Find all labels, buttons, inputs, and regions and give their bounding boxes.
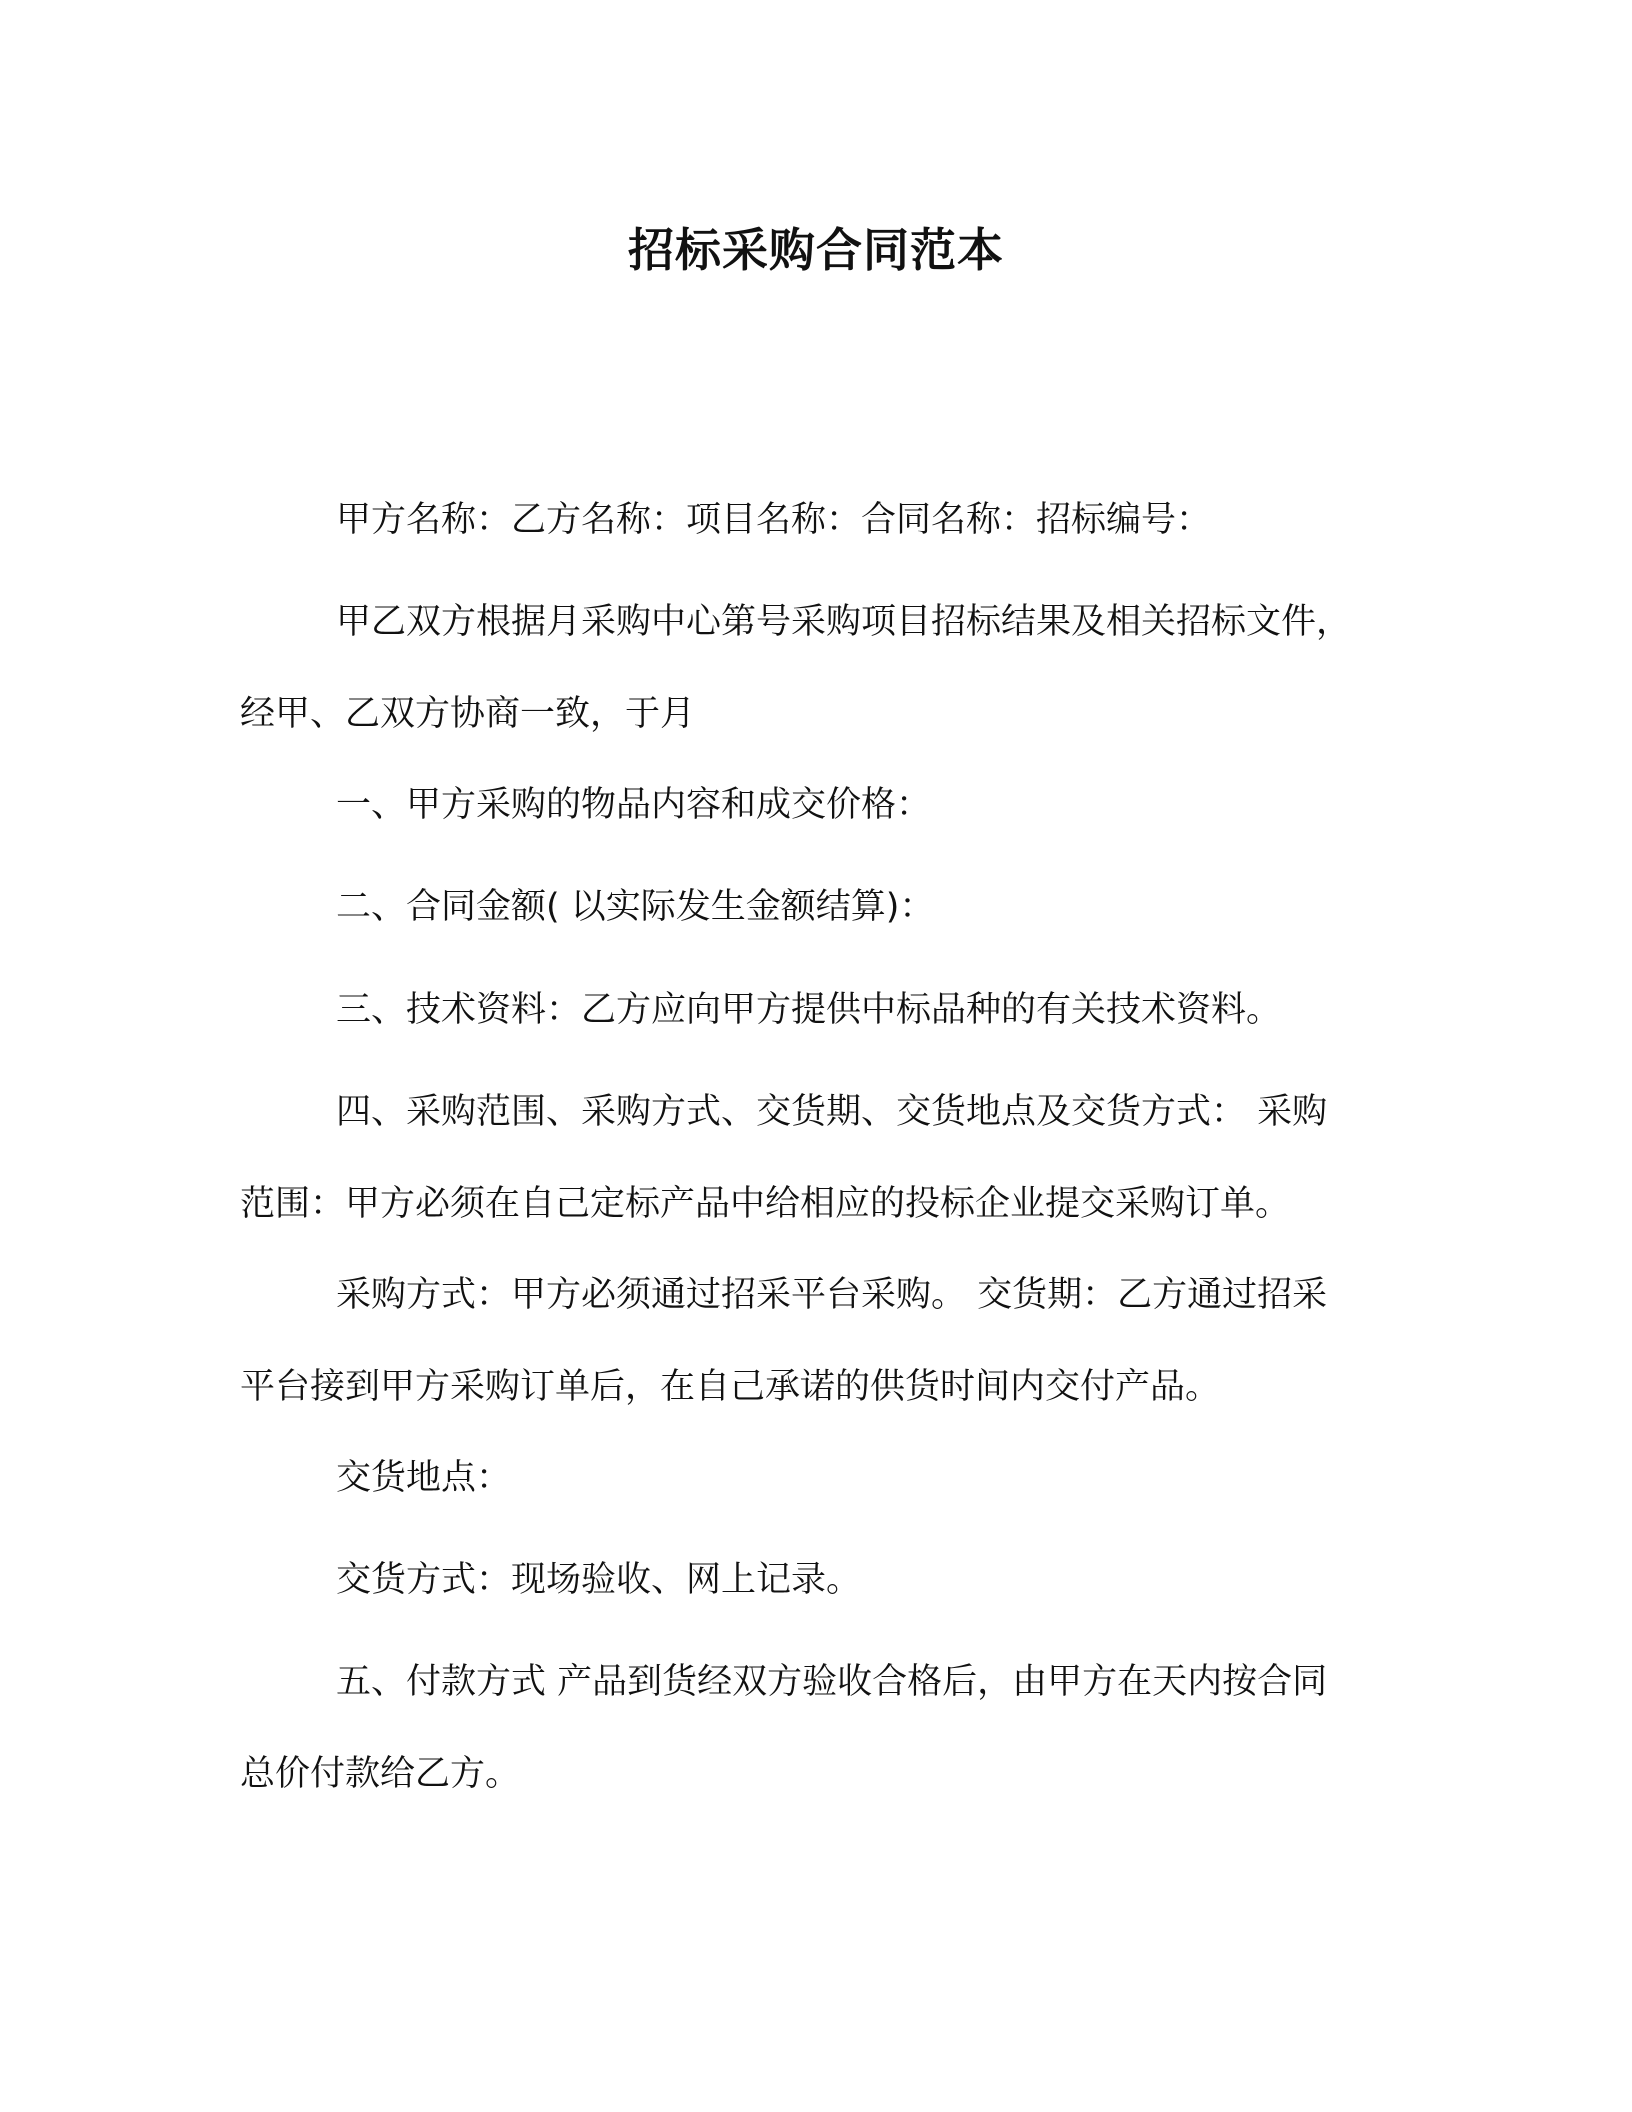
purchase-method-line-1: 采购方式：甲方必须通过招采平台采购。 交货期：乙方通过招采 [336, 1275, 1328, 1315]
delivery-place-text: 交货地点： [336, 1458, 512, 1498]
parties-paragraph [240, 500, 1390, 540]
document-title: 招标采购合同范本 [628, 223, 1004, 277]
section-3-paragraph [240, 990, 1390, 1030]
section-1-heading: 一、甲方采购的物品内容和成交价格： [336, 785, 932, 825]
section-5-line-2: 总价付款给乙方。 [240, 1754, 521, 1794]
section-5-paragraph [240, 1662, 1390, 1794]
section-3-text: 三、技术资料：乙方应向甲方提供中标品种的有关技术资料。 [336, 990, 1282, 1030]
purchase-method-line-2: 平台接到甲方采购订单后，在自己承诺的供货时间内交付产品。 [240, 1367, 1221, 1407]
section-2-paragraph [240, 887, 1390, 927]
delivery-mode-text: 交货方式：现场验收、网上记录。 [336, 1560, 862, 1600]
section-4-line-1: 四、采购范围、采购方式、交货期、交货地点及交货方式： 采购 [336, 1092, 1328, 1132]
basis-paragraph [240, 602, 1390, 734]
delivery-mode-paragraph [240, 1560, 1390, 1600]
section-4-line-2: 范围：甲方必须在自己定标产品中给相应的投标企业提交采购订单。 [240, 1184, 1291, 1224]
purchase-method-paragraph [240, 1275, 1390, 1407]
basis-line-1: 甲乙双方根据月采购中心第号采购项目招标结果及相关招标文件， [336, 602, 1352, 642]
section-1-paragraph [240, 785, 1390, 825]
section-2-heading: 二、合同金额( 以实际发生金额结算)： [336, 887, 935, 927]
parties-line: 甲方名称：乙方名称：项目名称：合同名称：招标编号： [336, 500, 1212, 540]
delivery-place-paragraph [240, 1458, 1390, 1498]
basis-line-2: 经甲、乙双方协商一致，于月 [240, 694, 696, 734]
section-5-line-1: 五、付款方式 产品到货经双方验收合格后，由甲方在天内按合同 [336, 1662, 1328, 1702]
section-4-paragraph [240, 1092, 1390, 1224]
